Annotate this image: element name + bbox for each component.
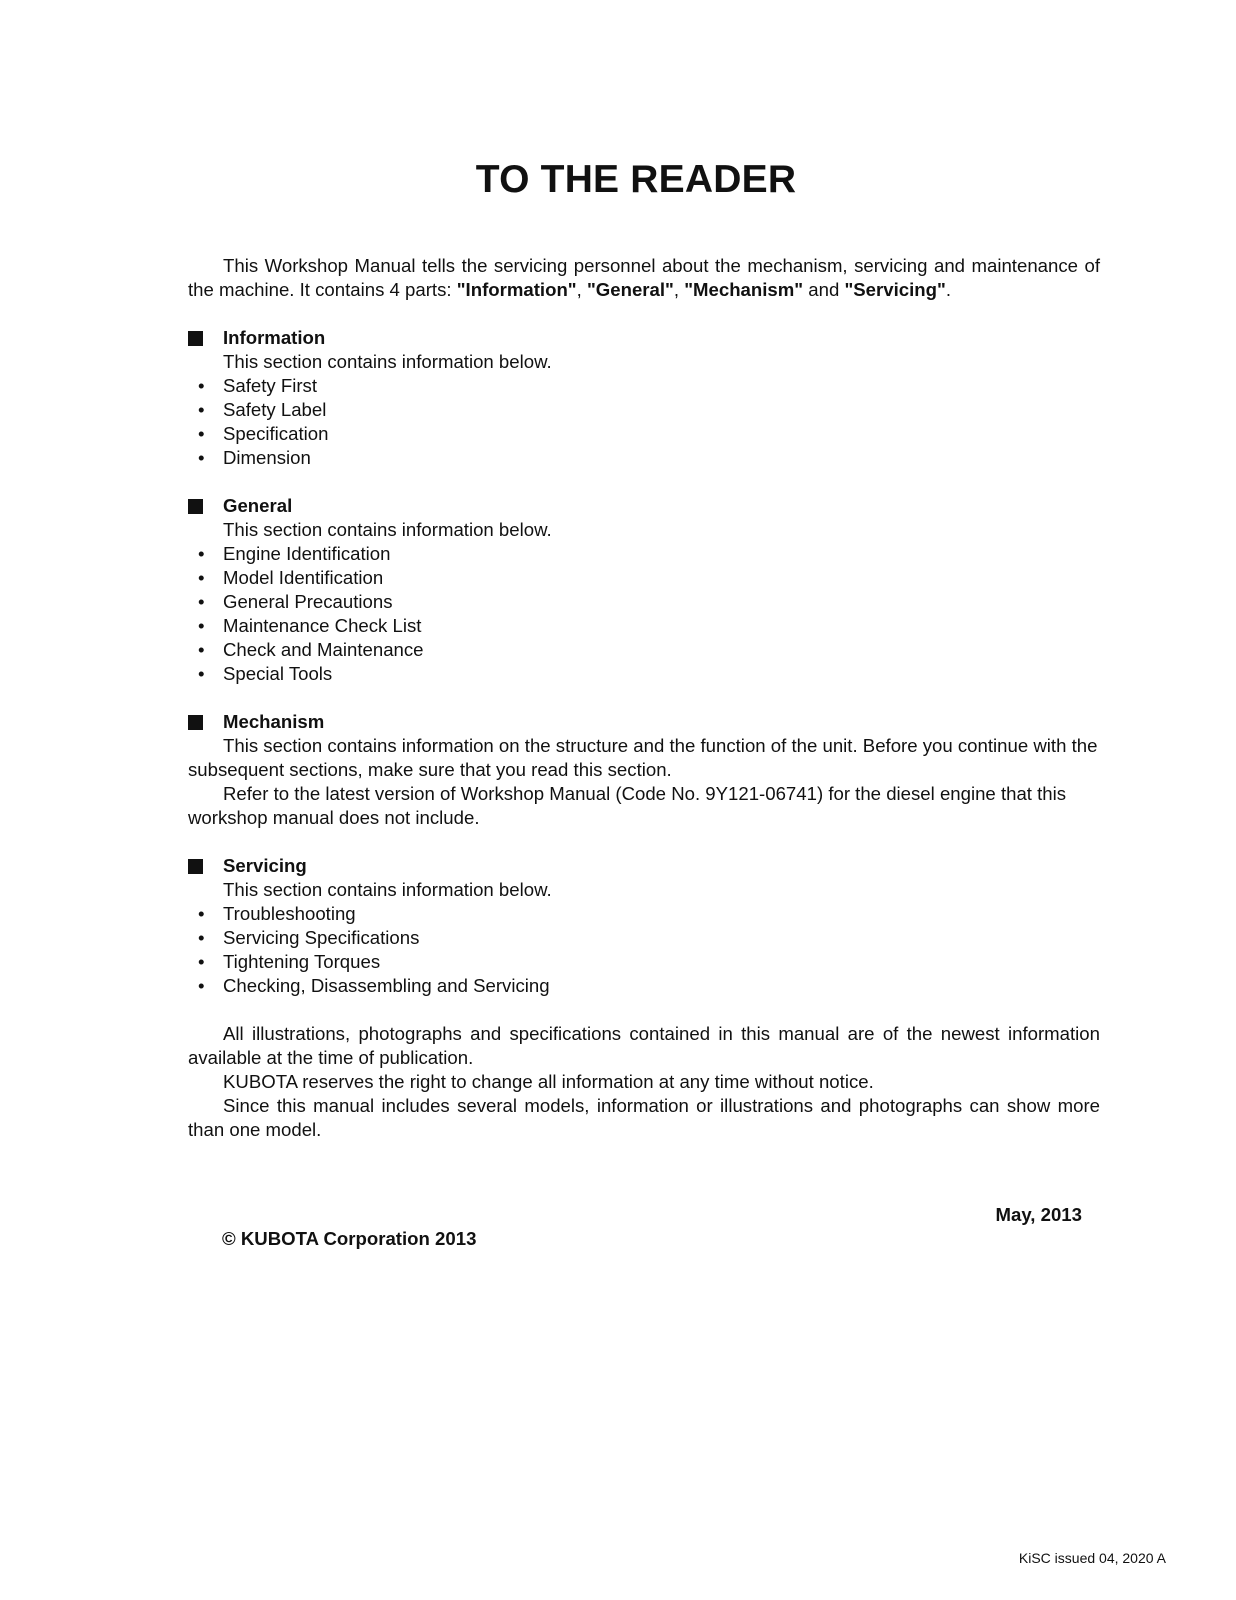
list-item — [188, 950, 1100, 974]
intro-end: . — [945, 279, 951, 300]
list-item — [188, 662, 1100, 686]
list-item — [188, 446, 1100, 470]
list-item-label: Servicing Specifications — [223, 927, 420, 948]
black-square-icon — [188, 715, 203, 730]
section-general — [188, 494, 1100, 686]
list-item — [188, 542, 1100, 566]
bullet-list — [188, 374, 1100, 470]
section-heading — [188, 854, 1100, 878]
list-item-label: Model Identification — [223, 567, 384, 588]
bullet-icon: • — [198, 399, 205, 420]
bullet-icon: • — [198, 639, 205, 660]
list-item-label: Specification — [223, 423, 329, 444]
list-item — [188, 902, 1100, 926]
section-description: This section contains information below. — [223, 879, 552, 900]
intro-separator: , — [673, 279, 685, 300]
list-item — [188, 422, 1100, 446]
bullet-icon: • — [198, 591, 205, 612]
black-square-icon — [188, 331, 203, 346]
list-item — [188, 566, 1100, 590]
black-square-icon — [188, 499, 203, 514]
bullet-list — [188, 902, 1100, 998]
issue-stamp: KiSC issued 04, 2020 A — [1018, 1550, 1166, 1566]
section-heading — [188, 494, 1100, 518]
list-item-label: Safety Label — [223, 399, 327, 420]
list-item-label: Special Tools — [223, 663, 333, 684]
list-item — [188, 974, 1100, 998]
bullet-icon: • — [198, 903, 205, 924]
list-item — [188, 374, 1100, 398]
intro-paragraph — [188, 254, 1100, 302]
section-heading — [188, 326, 1100, 350]
mechanism-paragraph: This section contains information on the structure and the function of the unit. Before you continue with the subsequent sections, make sure that you read this section. — [188, 735, 1098, 780]
closing-paragraph: Since this manual includes several models, information or illustrations and photographs can show more than one model. — [188, 1095, 1100, 1140]
intro-part-information: "Information" — [456, 279, 577, 300]
black-square-icon — [188, 859, 203, 874]
list-item — [188, 398, 1100, 422]
list-item — [188, 590, 1100, 614]
section-description: This section contains information below. — [223, 519, 552, 540]
intro-part-mechanism: "Mechanism" — [684, 279, 804, 300]
list-item-label: Troubleshooting — [223, 903, 356, 924]
bullet-icon: • — [198, 423, 205, 444]
list-item — [188, 638, 1100, 662]
list-item-label: Tightening Torques — [223, 951, 381, 972]
closing-paragraph: All illustrations, photographs and specifications contained in this manual are of the newest information available at the time of publication. — [188, 1023, 1100, 1068]
section-heading-label: Servicing — [223, 855, 307, 876]
closing-paragraph: KUBOTA reserves the right to change all information at any time without notice. — [223, 1071, 874, 1092]
intro-text: This Workshop Manual tells the servicing personnel about the mechanism, servicing and maintenance of the machine. It contains 4 parts: — [188, 255, 1100, 300]
bullet-icon: • — [198, 951, 205, 972]
list-item — [188, 926, 1100, 950]
bullet-icon: • — [198, 975, 205, 996]
section-mechanism — [188, 710, 1100, 830]
bullet-icon: • — [198, 663, 205, 684]
copyright-notice: © KUBOTA Corporation 2013 — [222, 1228, 477, 1249]
section-heading-label: Mechanism — [223, 711, 325, 732]
section-heading-label: Information — [223, 327, 326, 348]
intro-part-servicing: "Servicing" — [844, 279, 946, 300]
section-information — [188, 326, 1100, 470]
bullet-icon: • — [198, 615, 205, 636]
list-item-label: Engine Identification — [223, 543, 391, 564]
bullet-icon: • — [198, 927, 205, 948]
list-item-label: General Precautions — [223, 591, 393, 612]
list-item-label: Check and Maintenance — [223, 639, 424, 660]
bullet-icon: • — [198, 543, 205, 564]
list-item — [188, 614, 1100, 638]
list-item-label: Checking, Disassembling and Servicing — [223, 975, 550, 996]
section-heading — [188, 710, 1100, 734]
intro-separator: and — [803, 279, 845, 300]
page-title: TO THE READER — [475, 158, 797, 201]
section-description: This section contains information below. — [223, 351, 552, 372]
bullet-list — [188, 542, 1100, 686]
publication-date: May, 2013 — [995, 1204, 1082, 1225]
section-heading-label: General — [223, 495, 293, 516]
list-item-label: Maintenance Check List — [223, 615, 422, 636]
bullet-icon: • — [198, 375, 205, 396]
bullet-icon: • — [198, 567, 205, 588]
document-body — [188, 254, 1100, 1142]
section-servicing — [188, 854, 1100, 998]
list-item-label: Safety First — [223, 375, 318, 396]
list-item-label: Dimension — [223, 447, 311, 468]
closing-notes — [188, 1022, 1100, 1142]
mechanism-paragraph: Refer to the latest version of Workshop Manual (Code No. 9Y121-06741) for the diesel engine that this workshop manual does not include. — [188, 783, 1067, 828]
intro-separator: , — [576, 279, 587, 300]
intro-part-general: "General" — [586, 279, 674, 300]
bullet-icon: • — [198, 447, 205, 468]
